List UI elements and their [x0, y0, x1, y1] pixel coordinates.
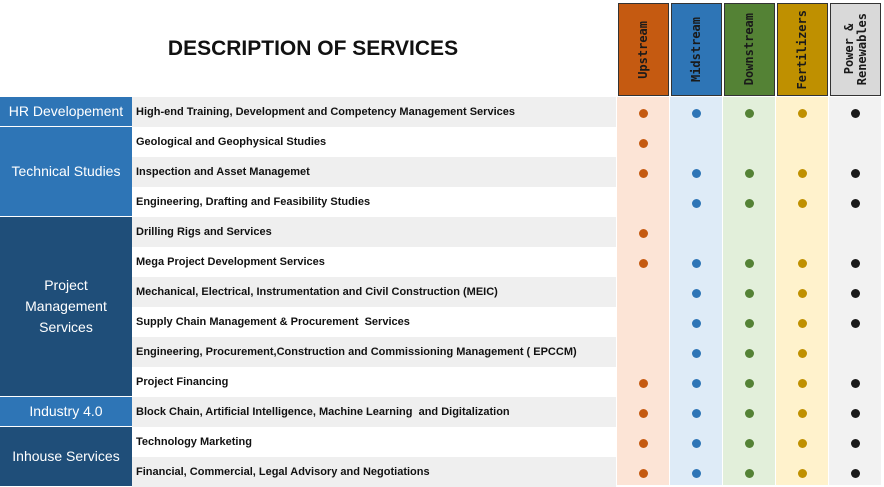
availability-dot-up	[639, 169, 648, 178]
sector-header-down	[724, 3, 775, 96]
availability-dot-mid	[692, 109, 701, 118]
availability-dot-mid	[692, 349, 701, 358]
sector-header-label: Fertilizers	[795, 9, 809, 90]
availability-dot-fert	[798, 379, 807, 388]
availability-dot-pow	[851, 169, 860, 178]
sector-header-label: Upstream	[636, 20, 650, 79]
service-row	[132, 127, 616, 157]
service-name: Inspection and Asset Managemet	[136, 166, 310, 178]
service-row	[132, 337, 616, 367]
availability-dot-mid	[692, 169, 701, 178]
service-name: High-end Training, Development and Competency Management Services	[136, 106, 515, 118]
availability-dot-down	[745, 379, 754, 388]
sector-header-fert	[777, 3, 828, 96]
availability-dot-mid	[692, 199, 701, 208]
availability-dot-mid	[692, 319, 701, 328]
sector-header-label: Midstream	[689, 16, 703, 83]
availability-dot-down	[745, 439, 754, 448]
availability-dot-fert	[798, 439, 807, 448]
availability-dot-fert	[798, 409, 807, 418]
availability-dot-fert	[798, 109, 807, 118]
availability-dot-fert	[798, 319, 807, 328]
availability-dot-pow	[851, 409, 860, 418]
availability-dot-down	[745, 109, 754, 118]
availability-dot-mid	[692, 409, 701, 418]
service-name: Geological and Geophysical Studies	[136, 136, 327, 148]
availability-dot-pow	[851, 109, 860, 118]
service-name: Project Financing	[136, 376, 229, 388]
sector-header-mid	[671, 3, 722, 96]
service-name: Engineering, Drafting and Feasibility Studies	[136, 196, 371, 208]
availability-dot-down	[745, 199, 754, 208]
availability-dot-pow	[851, 379, 860, 388]
availability-dot-pow	[851, 319, 860, 328]
service-name: Drilling Rigs and Services	[136, 226, 272, 238]
category-cell: Industry 4.0	[0, 397, 132, 426]
category-cell: Project Management Services	[0, 217, 132, 396]
availability-dot-up	[639, 439, 648, 448]
availability-dot-pow	[851, 439, 860, 448]
availability-dot-down	[745, 319, 754, 328]
service-name: Mega Project Development Services	[136, 256, 325, 268]
availability-dot-mid	[692, 439, 701, 448]
availability-dot-pow	[851, 469, 860, 478]
sector-header-up	[618, 3, 669, 96]
service-row	[132, 247, 616, 277]
availability-dot-fert	[798, 349, 807, 358]
availability-dot-down	[745, 469, 754, 478]
availability-dot-up	[639, 409, 648, 418]
availability-dot-mid	[692, 259, 701, 268]
service-name: Supply Chain Management & Procurement Services	[136, 316, 410, 328]
availability-dot-mid	[692, 379, 701, 388]
availability-dot-fert	[798, 469, 807, 478]
availability-dot-pow	[851, 289, 860, 298]
availability-dot-up	[639, 139, 648, 148]
availability-dot-fert	[798, 289, 807, 298]
service-name: Mechanical, Electrical, Instrumentation and Civil Construction (MEIC)	[136, 286, 498, 298]
availability-dot-up	[639, 229, 648, 238]
availability-dot-down	[745, 259, 754, 268]
availability-dot-fert	[798, 169, 807, 178]
availability-dot-down	[745, 409, 754, 418]
availability-dot-mid	[692, 469, 701, 478]
service-row	[132, 397, 616, 427]
page-title: DESCRIPTION OF SERVICES	[167, 36, 459, 60]
sector-header-pow	[830, 3, 881, 96]
service-name: Engineering, Procurement,Construction and Commissioning Management ( EPCCM)	[136, 346, 577, 358]
availability-dot-fert	[798, 199, 807, 208]
availability-dot-pow	[851, 199, 860, 208]
availability-dot-down	[745, 349, 754, 358]
availability-dot-up	[639, 259, 648, 268]
sector-header-label: Downstream	[742, 13, 756, 86]
category-cell: Inhouse Services	[0, 427, 132, 486]
availability-dot-up	[639, 379, 648, 388]
service-row	[132, 367, 616, 397]
availability-dot-mid	[692, 289, 701, 298]
availability-dot-up	[639, 109, 648, 118]
service-row	[132, 427, 616, 457]
service-row	[132, 217, 616, 247]
availability-dot-down	[745, 169, 754, 178]
service-row	[132, 277, 616, 307]
service-name: Technology Marketing	[136, 436, 252, 448]
category-cell: HR Developement	[0, 97, 132, 126]
service-row	[132, 307, 616, 337]
service-row	[132, 187, 616, 217]
service-row	[132, 157, 616, 187]
availability-dot-down	[745, 289, 754, 298]
service-row	[132, 97, 616, 127]
availability-dot-fert	[798, 259, 807, 268]
sector-column-up	[617, 97, 669, 485]
service-row	[132, 457, 616, 487]
availability-dot-up	[639, 469, 648, 478]
sector-header-label: Power & Renewables	[841, 13, 869, 86]
category-cell: Technical Studies	[0, 127, 132, 216]
availability-dot-pow	[851, 259, 860, 268]
service-name: Block Chain, Artificial Intelligence, Machine Learning and Digitalization	[136, 406, 510, 418]
service-name: Financial, Commercial, Legal Advisory and Negotiations	[136, 466, 430, 478]
